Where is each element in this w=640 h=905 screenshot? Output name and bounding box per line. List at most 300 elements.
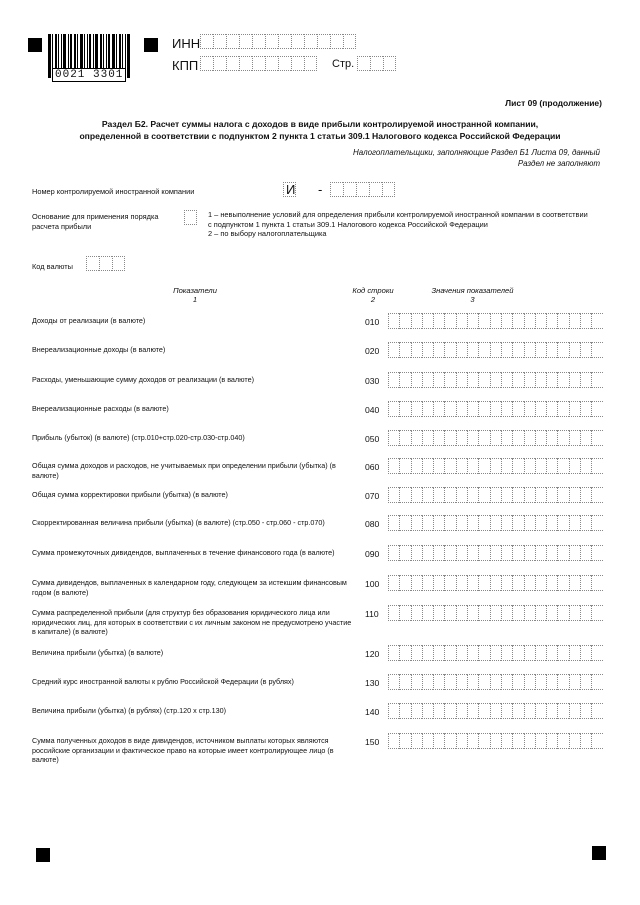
value-cell — [546, 733, 557, 749]
value-cell — [388, 733, 399, 749]
value-cell — [557, 545, 568, 561]
value-cell — [422, 372, 433, 388]
value-cell — [478, 674, 489, 690]
value-cell — [399, 401, 410, 417]
value-cell — [399, 458, 410, 474]
row-code: 050 — [365, 434, 380, 444]
value-cell — [388, 605, 399, 621]
value-cell — [524, 401, 535, 417]
company-number-field[interactable] — [330, 182, 395, 197]
value-cell — [569, 674, 580, 690]
row-value-field[interactable] — [388, 645, 603, 661]
value-cell — [569, 733, 580, 749]
value-cell — [512, 342, 523, 358]
row-label: Сумма распределенной прибыли (для структур без образования юридического лица или юридических лиц, для которых в соответствии с их личным законом не предусмотрено участие в капитале) (в валюте) — [32, 608, 352, 636]
value-cell — [399, 515, 410, 531]
value-cell — [467, 401, 478, 417]
row-value-field[interactable] — [388, 515, 603, 531]
input-cell — [213, 56, 226, 71]
row-label: Величина прибыли (убытка) (в рублях) (стр.120 х стр.130) — [32, 706, 226, 715]
value-cell — [546, 313, 557, 329]
value-cell — [591, 458, 602, 474]
value-cell — [456, 487, 467, 503]
page-label: Стр. — [332, 58, 355, 70]
value-cell — [478, 313, 489, 329]
input-cell — [252, 56, 265, 71]
value-cell — [456, 733, 467, 749]
input-cell — [356, 182, 369, 197]
value-cell — [456, 313, 467, 329]
value-cell — [388, 342, 399, 358]
value-cell — [535, 313, 546, 329]
value-cell — [591, 372, 602, 388]
value-cell — [411, 372, 422, 388]
value-cell — [399, 674, 410, 690]
value-cell — [524, 313, 535, 329]
value-cell — [411, 545, 422, 561]
value-cell — [557, 674, 568, 690]
value-cell — [591, 342, 602, 358]
kpp-field[interactable] — [200, 56, 317, 71]
value-cell — [456, 342, 467, 358]
row-value-field[interactable] — [388, 458, 603, 474]
input-cell — [317, 34, 330, 49]
row-label: Прибыль (убыток) (в валюте) (стр.010+стр.020-стр.030-стр.040) — [32, 433, 245, 442]
value-cell — [580, 515, 591, 531]
value-cell — [512, 645, 523, 661]
row-value-field[interactable] — [388, 575, 603, 591]
input-cell — [382, 182, 395, 197]
value-cell — [569, 458, 580, 474]
value-cell — [467, 458, 478, 474]
row-code: 010 — [365, 317, 380, 327]
value-cell — [580, 575, 591, 591]
row-value-field[interactable] — [388, 674, 603, 690]
value-cell — [456, 703, 467, 719]
row-value-field[interactable] — [388, 487, 603, 503]
value-cell — [524, 575, 535, 591]
value-cell — [456, 458, 467, 474]
value-cell — [580, 645, 591, 661]
input-cell — [343, 182, 356, 197]
column-header-values-text: Значения показателей — [431, 286, 514, 295]
value-cell — [399, 487, 410, 503]
value-cell — [456, 372, 467, 388]
kpp-label: КПП — [172, 58, 199, 73]
value-cell — [569, 703, 580, 719]
value-cell — [546, 645, 557, 661]
column-header-indicators-text: Показатели — [173, 286, 217, 295]
value-cell — [433, 342, 444, 358]
row-value-field[interactable] — [388, 545, 603, 561]
value-cell — [490, 430, 501, 446]
value-cell — [557, 733, 568, 749]
value-cell — [569, 401, 580, 417]
value-cell — [569, 487, 580, 503]
input-cell — [86, 256, 99, 271]
input-cell — [278, 56, 291, 71]
value-cell — [501, 458, 512, 474]
value-cell — [569, 342, 580, 358]
barcode-bar — [48, 34, 51, 78]
value-cell — [411, 703, 422, 719]
company-prefix: И — [286, 182, 296, 197]
company-dash: - — [318, 182, 323, 197]
value-cell — [569, 605, 580, 621]
value-cell — [501, 342, 512, 358]
sheet-label: Лист 09 (продолжение) — [505, 98, 602, 108]
basis-label-line1: Основание для применения порядка — [32, 212, 159, 221]
value-cell — [444, 645, 455, 661]
input-cell — [112, 256, 125, 271]
value-cell — [467, 645, 478, 661]
value-cell — [388, 515, 399, 531]
basis-option-1-line2: с подпунктом 1 пункта 1 статьи 309.1 Налогового кодекса Российской Федерации — [208, 219, 488, 229]
value-cell — [422, 313, 433, 329]
value-cell — [422, 430, 433, 446]
value-cell — [557, 645, 568, 661]
value-cell — [467, 515, 478, 531]
value-cell — [512, 605, 523, 621]
value-cell — [411, 733, 422, 749]
column-header-values — [410, 286, 535, 304]
value-cell — [422, 458, 433, 474]
value-cell — [557, 515, 568, 531]
value-cell — [433, 487, 444, 503]
value-cell — [524, 674, 535, 690]
value-cell — [512, 458, 523, 474]
input-cell — [330, 34, 343, 49]
value-cell — [569, 575, 580, 591]
value-cell — [411, 674, 422, 690]
value-cell — [388, 575, 399, 591]
row-code: 080 — [365, 519, 380, 529]
row-label: Скорректированная величина прибыли (убытка) (в валюте) (стр.050 - стр.060 - стр.070) — [32, 518, 325, 527]
row-label: Внереализационные расходы (в валюте) — [32, 404, 169, 413]
value-cell — [456, 430, 467, 446]
value-cell — [444, 458, 455, 474]
row-code: 040 — [365, 405, 380, 415]
value-cell — [557, 342, 568, 358]
value-cell — [388, 674, 399, 690]
value-cell — [444, 605, 455, 621]
row-code: 150 — [365, 737, 380, 747]
value-cell — [501, 645, 512, 661]
value-cell — [501, 515, 512, 531]
inn-field[interactable] — [200, 34, 356, 49]
value-cell — [467, 605, 478, 621]
value-cell — [444, 342, 455, 358]
value-cell — [433, 372, 444, 388]
value-cell — [388, 703, 399, 719]
page-field[interactable] — [357, 56, 396, 71]
company-number-label: Номер контролируемой иностранной компании — [32, 187, 195, 196]
value-cell — [433, 313, 444, 329]
value-cell — [490, 674, 501, 690]
value-cell — [411, 313, 422, 329]
value-cell — [490, 703, 501, 719]
value-cell — [411, 605, 422, 621]
value-cell — [524, 430, 535, 446]
value-cell — [422, 515, 433, 531]
input-cell — [304, 56, 317, 71]
value-cell — [501, 674, 512, 690]
value-cell — [569, 372, 580, 388]
input-cell — [226, 34, 239, 49]
row-label: Доходы от реализации (в валюте) — [32, 316, 146, 325]
value-cell — [444, 515, 455, 531]
value-cell — [433, 545, 444, 561]
input-cell — [200, 56, 213, 71]
value-cell — [546, 458, 557, 474]
row-value-field[interactable] — [388, 401, 603, 417]
value-cell — [411, 645, 422, 661]
value-cell — [399, 733, 410, 749]
value-cell — [569, 430, 580, 446]
value-cell — [399, 703, 410, 719]
value-cell — [456, 674, 467, 690]
barcode-bar — [127, 34, 130, 78]
value-cell — [535, 401, 546, 417]
value-cell — [422, 674, 433, 690]
value-cell — [535, 372, 546, 388]
row-code: 060 — [365, 462, 380, 472]
value-cell — [478, 487, 489, 503]
value-cell — [591, 430, 602, 446]
column-header-indicators — [120, 286, 270, 304]
value-cell — [546, 575, 557, 591]
value-cell — [490, 372, 501, 388]
value-cell — [524, 545, 535, 561]
value-cell — [535, 575, 546, 591]
value-cell — [557, 703, 568, 719]
column-header-code-text: Код строки — [352, 286, 394, 295]
value-cell — [501, 605, 512, 621]
row-value-field[interactable] — [388, 605, 603, 621]
row-label: Сумма дивидендов, выплаченных в календарном году, следующем за истекшим финансовым годом (в валюте) — [32, 578, 347, 597]
basis-field[interactable] — [184, 210, 197, 225]
value-cell — [456, 401, 467, 417]
value-cell — [591, 733, 602, 749]
basis-option-2: 2 – по выбору налогоплательщика — [208, 229, 327, 238]
input-cell — [200, 34, 213, 49]
value-cell — [444, 703, 455, 719]
value-cell — [422, 342, 433, 358]
inn-label: ИНН — [172, 36, 201, 51]
input-cell — [265, 34, 278, 49]
value-cell — [433, 733, 444, 749]
value-cell — [501, 545, 512, 561]
row-code: 090 — [365, 549, 380, 559]
value-cell — [433, 645, 444, 661]
row-value-field[interactable] — [388, 372, 603, 388]
value-cell — [546, 342, 557, 358]
row-value-field[interactable] — [388, 342, 603, 358]
value-cell — [433, 430, 444, 446]
value-cell — [546, 605, 557, 621]
value-cell — [557, 430, 568, 446]
value-cell — [433, 703, 444, 719]
row-code: 120 — [365, 649, 380, 659]
value-cell — [501, 575, 512, 591]
value-cell — [535, 342, 546, 358]
row-value-field[interactable] — [388, 733, 603, 749]
row-value-field[interactable] — [388, 430, 603, 446]
value-cell — [591, 487, 602, 503]
row-code: 030 — [365, 376, 380, 386]
value-cell — [591, 313, 602, 329]
value-cell — [591, 645, 602, 661]
value-cell — [580, 674, 591, 690]
value-cell — [467, 674, 478, 690]
corner-marker-top-left — [28, 38, 42, 52]
value-cell — [411, 430, 422, 446]
basis-option-1-line1: 1 – невыполнение условий для определения прибыли контролируемой иностранной компании в соответствии — [208, 210, 588, 219]
value-cell — [456, 515, 467, 531]
value-cell — [456, 545, 467, 561]
currency-field[interactable] — [86, 256, 125, 271]
value-cell — [512, 733, 523, 749]
value-cell — [512, 674, 523, 690]
value-cell — [478, 733, 489, 749]
value-cell — [535, 430, 546, 446]
value-cell — [546, 674, 557, 690]
value-cell — [433, 674, 444, 690]
value-cell — [557, 575, 568, 591]
value-cell — [524, 645, 535, 661]
value-cell — [444, 575, 455, 591]
value-cell — [512, 545, 523, 561]
value-cell — [478, 645, 489, 661]
value-cell — [478, 545, 489, 561]
row-label: Внереализационные доходы (в валюте) — [32, 345, 166, 354]
value-cell — [580, 342, 591, 358]
value-cell — [467, 703, 478, 719]
value-cell — [433, 575, 444, 591]
column-header-code-num: 2 — [370, 295, 376, 304]
value-cell — [501, 703, 512, 719]
row-value-field[interactable] — [388, 313, 603, 329]
column-header-values-num: 3 — [470, 295, 475, 304]
section-title — [40, 118, 600, 142]
value-cell — [388, 313, 399, 329]
value-cell — [388, 430, 399, 446]
value-cell — [399, 372, 410, 388]
value-cell — [580, 313, 591, 329]
input-cell — [383, 56, 396, 71]
value-cell — [569, 645, 580, 661]
value-cell — [580, 372, 591, 388]
value-cell — [490, 401, 501, 417]
value-cell — [546, 703, 557, 719]
value-cell — [422, 545, 433, 561]
value-cell — [535, 605, 546, 621]
row-code: 110 — [365, 609, 379, 619]
value-cell — [512, 372, 523, 388]
value-cell — [546, 401, 557, 417]
value-cell — [399, 545, 410, 561]
row-label: Средний курс иностранной валюты к рублю Российской Федерации (в рублях) — [32, 677, 294, 686]
value-cell — [501, 401, 512, 417]
input-cell — [369, 182, 382, 197]
value-cell — [490, 515, 501, 531]
row-code: 130 — [365, 678, 380, 688]
value-cell — [524, 487, 535, 503]
value-cell — [580, 458, 591, 474]
row-code: 070 — [365, 491, 380, 501]
value-cell — [467, 372, 478, 388]
row-code: 020 — [365, 346, 380, 356]
row-label: Общая сумма доходов и расходов, не учитываемых при определении прибыли (убытка) (в валюте) — [32, 461, 336, 480]
value-cell — [433, 401, 444, 417]
value-cell — [399, 645, 410, 661]
value-cell — [490, 458, 501, 474]
value-cell — [478, 458, 489, 474]
value-cell — [524, 703, 535, 719]
value-cell — [512, 703, 523, 719]
section-note-line1: Налогоплательщики, заполняющие Раздел Б1 Листа 09, данный — [352, 148, 600, 157]
value-cell — [535, 645, 546, 661]
row-label: Сумма полученных доходов в виде дивидендов, источником выплаты которых являются российские организации и фактическое право на которые имеет контролирующее лицо (в валюте) — [32, 736, 334, 764]
value-cell — [591, 605, 602, 621]
basis-label — [32, 212, 159, 231]
value-cell — [535, 674, 546, 690]
value-cell — [456, 575, 467, 591]
value-cell — [501, 372, 512, 388]
row-code: 100 — [365, 579, 380, 589]
value-cell — [557, 313, 568, 329]
value-cell — [524, 605, 535, 621]
value-cell — [524, 733, 535, 749]
value-cell — [478, 575, 489, 591]
value-cell — [422, 733, 433, 749]
value-cell — [422, 605, 433, 621]
input-cell — [252, 34, 265, 49]
value-cell — [535, 703, 546, 719]
value-cell — [411, 458, 422, 474]
value-cell — [411, 487, 422, 503]
value-cell — [399, 605, 410, 621]
input-cell — [99, 256, 112, 271]
value-cell — [580, 703, 591, 719]
section-note-line2: Раздел не заполняют — [517, 159, 600, 168]
input-cell — [357, 56, 370, 71]
row-value-field[interactable] — [388, 703, 603, 719]
value-cell — [512, 515, 523, 531]
value-cell — [569, 515, 580, 531]
value-cell — [546, 487, 557, 503]
value-cell — [546, 515, 557, 531]
value-cell — [388, 545, 399, 561]
value-cell — [524, 342, 535, 358]
value-cell — [467, 545, 478, 561]
value-cell — [524, 515, 535, 531]
value-cell — [478, 703, 489, 719]
value-cell — [467, 575, 478, 591]
input-cell — [304, 34, 317, 49]
value-cell — [535, 458, 546, 474]
value-cell — [490, 645, 501, 661]
value-cell — [444, 430, 455, 446]
value-cell — [591, 575, 602, 591]
value-cell — [535, 515, 546, 531]
input-cell — [184, 210, 197, 225]
value-cell — [580, 605, 591, 621]
value-cell — [422, 401, 433, 417]
value-cell — [490, 605, 501, 621]
value-cell — [490, 545, 501, 561]
value-cell — [444, 313, 455, 329]
